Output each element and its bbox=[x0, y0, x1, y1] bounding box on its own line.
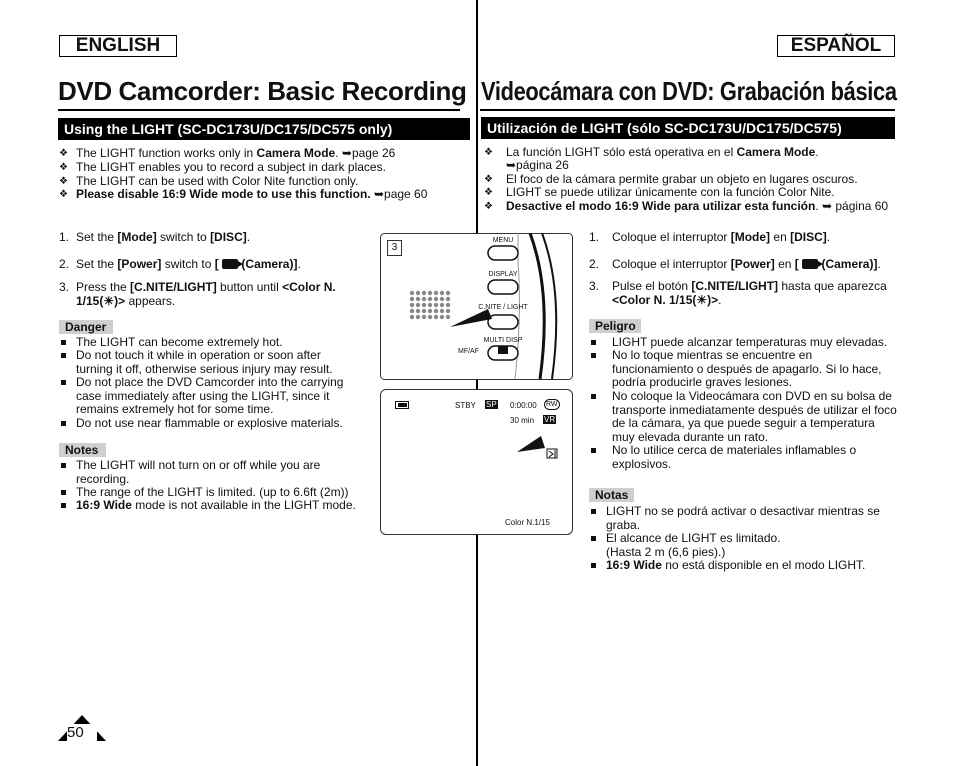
notes-label-spanish: Notas bbox=[589, 488, 634, 502]
page-title-spanish: Videocámara con DVD: Grabación básica bbox=[481, 76, 897, 106]
camcorder-buttons-figure bbox=[380, 233, 573, 380]
danger-item: The LIGHT can become extremely hot. bbox=[76, 335, 283, 349]
page-number: 50 bbox=[67, 724, 97, 741]
diamond-bullet-icon: ❖ bbox=[484, 187, 493, 198]
diamond-bullet-icon: ❖ bbox=[59, 176, 68, 187]
step-text: Set the [Mode] switch to [DISC]. bbox=[76, 230, 251, 244]
diamond-bullet-icon: ❖ bbox=[484, 147, 493, 158]
mf-af-label: MF/AF bbox=[458, 348, 479, 355]
lcd-screen-figure bbox=[380, 389, 573, 535]
step-text-cont: <Color N. 1/15(☀)>. bbox=[612, 293, 722, 307]
battery-icon bbox=[395, 401, 409, 409]
diamond-bullet-icon: ❖ bbox=[59, 162, 68, 173]
square-bullet-icon bbox=[591, 394, 596, 399]
quality-badge: SP bbox=[486, 400, 497, 409]
notes-label-english: Notes bbox=[59, 443, 106, 457]
page-title-english: DVD Camcorder: Basic Recording bbox=[58, 76, 467, 106]
danger-item: No lo toque mientras se encuentre en funcionamiento o después de apagarlo. Si lo hace, podría producirle graves lesiones. bbox=[612, 348, 882, 389]
step-number: 1. bbox=[589, 230, 600, 244]
note-item: 16:9 Wide mode is not available in the LIGHT mode. bbox=[76, 498, 356, 512]
danger-item: No coloque la Videocámara con DVD en su bolsa de transporte inmediatamente después de utilizar el foco de la cámara, ya que puede seguir a temperatura muy elevada durante un rato. bbox=[612, 389, 897, 444]
camera-icon bbox=[222, 259, 238, 269]
step-number: 3. bbox=[59, 280, 70, 294]
section-heading-spanish: Utilización de LIGHT (sólo SC-DC173U/DC175/DC575) bbox=[481, 117, 895, 139]
step-badge: 3 bbox=[387, 240, 402, 256]
square-bullet-icon bbox=[61, 421, 66, 426]
note-item: 16:9 Wide no está disponible en el modo LIGHT. bbox=[606, 558, 866, 572]
step-text: Set the [Power] switch to [ (Camera)]. bbox=[76, 257, 301, 271]
danger-label-english: Danger bbox=[59, 320, 113, 334]
status-text: STBY bbox=[455, 401, 476, 410]
title-rule-english bbox=[58, 109, 460, 111]
step-number: 3. bbox=[589, 279, 600, 293]
square-bullet-icon bbox=[591, 340, 596, 345]
intro-item: The LIGHT can be used with Color Nite function only. bbox=[76, 174, 359, 188]
disc-type-badge: RW bbox=[546, 401, 558, 408]
intro-item: La función LIGHT sólo está operativa en el Camera Mode. bbox=[506, 145, 819, 159]
cnite-light-button-label: C.NITE / LIGHT bbox=[478, 304, 528, 311]
square-bullet-icon bbox=[591, 563, 596, 568]
step-number: 2. bbox=[59, 257, 70, 271]
square-bullet-icon bbox=[591, 536, 596, 541]
danger-item: LIGHT puede alcanzar temperaturas muy elevadas. bbox=[612, 335, 888, 349]
intro-item: The LIGHT enables you to record a subject in dark places. bbox=[76, 160, 386, 174]
intro-item: Please disable 16:9 Wide mode to use this function. ➥page 60 bbox=[76, 187, 428, 201]
section-heading-english: Using the LIGHT (SC-DC173U/DC175/DC575 only) bbox=[58, 118, 470, 140]
danger-item: Do not use near flammable or explosive materials. bbox=[76, 416, 343, 430]
square-bullet-icon bbox=[61, 340, 66, 345]
pointer-arrow-icon bbox=[515, 430, 565, 460]
danger-item: Do not place the DVD Camcorder into the carrying case immediately after using the LIGHT, since it remains extremely hot for some time. bbox=[76, 375, 344, 416]
square-bullet-icon bbox=[591, 448, 596, 453]
note-item: The range of the LIGHT is limited. (up to 6.6ft (2m)) bbox=[76, 485, 349, 499]
step-number: 1. bbox=[59, 230, 70, 244]
remaining-time: 30 min bbox=[510, 416, 535, 425]
camera-icon bbox=[802, 259, 818, 269]
menu-button-label: MENU bbox=[492, 237, 514, 244]
square-bullet-icon bbox=[61, 353, 66, 358]
danger-label-spanish: Peligro bbox=[589, 319, 641, 333]
format-badge: VR bbox=[544, 415, 556, 424]
diamond-bullet-icon: ❖ bbox=[59, 148, 68, 159]
square-bullet-icon bbox=[61, 490, 66, 495]
language-label-spanish: ESPAÑOL bbox=[777, 35, 895, 57]
square-bullet-icon bbox=[591, 353, 596, 358]
note-item: The LIGHT will not turn on or off while you are recording. bbox=[76, 458, 321, 486]
multi-disp-button-label: MULTI DISP bbox=[483, 337, 523, 344]
column-divider bbox=[476, 0, 478, 766]
language-label-english: ENGLISH bbox=[59, 35, 177, 57]
step-text-cont: 1/15(☀)> appears. bbox=[76, 294, 176, 308]
diamond-bullet-icon: ❖ bbox=[59, 189, 68, 200]
square-bullet-icon bbox=[61, 463, 66, 468]
intro-item: El foco de la cámara permite grabar un objeto en lugares oscuros. bbox=[506, 172, 858, 186]
diamond-bullet-icon: ❖ bbox=[484, 201, 493, 212]
danger-item: Do not touch it while in operation or soon after turning it off, otherwise serious injury may result. bbox=[76, 348, 333, 376]
display-button-label: DISPLAY bbox=[488, 271, 518, 278]
note-item: LIGHT no se podrá activar o desactivar mientras se graba. bbox=[606, 504, 880, 532]
intro-item: LIGHT se puede utilizar únicamente con la función Color Nite. bbox=[506, 185, 835, 199]
intro-item-cont: ➥página 26 bbox=[506, 158, 569, 172]
square-bullet-icon bbox=[61, 380, 66, 385]
diamond-bullet-icon: ❖ bbox=[484, 174, 493, 185]
intro-item: Desactive el modo 16:9 Wide para utilizar esta función. ➥ página 60 bbox=[506, 199, 889, 213]
note-item: El alcance de LIGHT es limitado. (Hasta 2 m (6,6 pies).) bbox=[606, 531, 781, 559]
danger-item: No lo utilice cerca de materiales inflamables o explosivos. bbox=[612, 443, 857, 471]
step-text: Pulse el botón [C.NITE/LIGHT] hasta que aparezca bbox=[612, 279, 887, 293]
step-number: 2. bbox=[589, 257, 600, 271]
time-counter: 0:00:00 bbox=[510, 401, 537, 410]
square-bullet-icon bbox=[61, 503, 66, 508]
step-text: Coloque el interruptor [Mode] en [DISC]. bbox=[612, 230, 831, 244]
color-nite-readout: Color N.1/15 bbox=[505, 518, 550, 527]
square-bullet-icon bbox=[591, 509, 596, 514]
intro-item: The LIGHT function works only in Camera Mode. ➥page 26 bbox=[76, 146, 396, 160]
step-text: Coloque el interruptor [Power] en [ (Camera)]. bbox=[612, 257, 881, 271]
title-rule-spanish bbox=[480, 109, 895, 111]
step-text: Press the [C.NITE/LIGHT] button until <Color N. bbox=[76, 280, 336, 294]
